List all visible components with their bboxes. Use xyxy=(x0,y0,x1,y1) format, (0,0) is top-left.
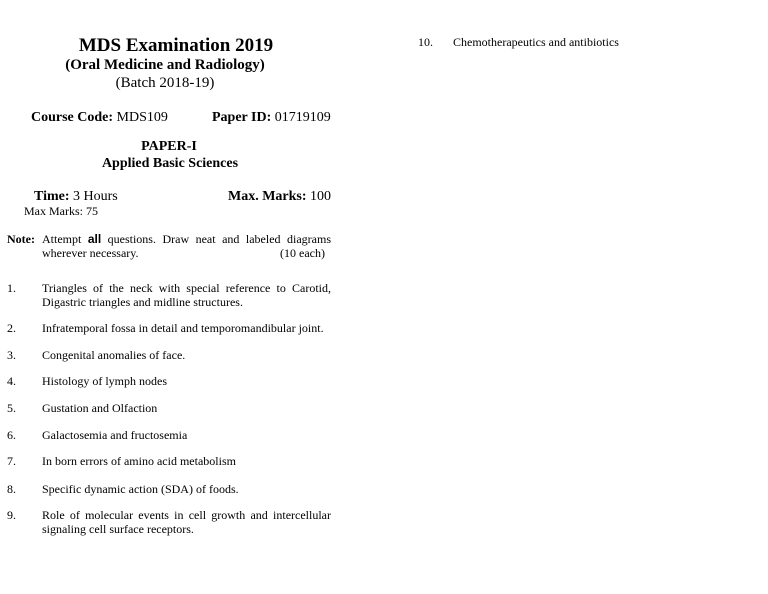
question-text-continued: signaling cell surface receptors. xyxy=(42,521,194,536)
paper-id-label: Paper ID: xyxy=(212,110,272,125)
question-text: Gustation and Olfaction xyxy=(42,401,158,415)
time-value: 3 Hours xyxy=(73,189,118,204)
question-number: 3. xyxy=(7,348,16,362)
max-marks-label: Max. Marks: xyxy=(228,189,307,204)
exam-batch: (Batch 2018-19) xyxy=(115,75,215,91)
time-allowed xyxy=(34,189,118,205)
exam-subtitle: (Oral Medicine and Radiology) xyxy=(65,57,265,73)
course-code xyxy=(31,110,168,126)
note-label: Note: xyxy=(7,232,35,246)
question-4 xyxy=(7,375,331,389)
question-text: Histology of lymph nodes xyxy=(42,374,167,388)
paper-subject: Applied Basic Sciences xyxy=(101,156,239,171)
course-code-value: MDS109 xyxy=(116,110,168,125)
question-text: Triangles of the neck with special reference to Carotid, xyxy=(42,281,331,295)
question-text: In born errors of amino acid metabolism xyxy=(42,454,236,468)
question-7 xyxy=(7,455,331,469)
max-marks-value: 100 xyxy=(310,189,332,204)
question-text: Specific dynamic action (SDA) of foods. xyxy=(42,482,239,496)
note-line-1-b: questions. Draw neat and labeled diagrams xyxy=(101,232,331,246)
question-3 xyxy=(7,349,331,363)
question-9 xyxy=(7,509,331,537)
question-number: 7. xyxy=(7,454,16,468)
note-emphasis: all xyxy=(87,232,102,246)
question-5 xyxy=(7,402,331,416)
question-2 xyxy=(7,322,331,336)
question-text: Infratemporal fossa in detail and temporomandibular joint. xyxy=(42,321,324,335)
exam-title: MDS Examination 2019 xyxy=(78,35,274,56)
question-10-text: Chemotherapeutics and antibiotics xyxy=(453,35,619,49)
question-number: 9. xyxy=(7,508,16,522)
question-number: 5. xyxy=(7,401,16,415)
time-label: Time: xyxy=(34,189,70,204)
paper-id xyxy=(212,110,331,126)
question-number: 4. xyxy=(7,374,16,388)
note-marks: (10 each) xyxy=(280,245,325,260)
question-8 xyxy=(7,483,331,497)
max-marks-secondary: Max Marks: 75 xyxy=(24,204,98,218)
max-marks xyxy=(228,189,331,205)
question-text-continued: Digastric triangles and midline structures. xyxy=(42,294,243,309)
course-code-label: Course Code: xyxy=(31,110,114,125)
question-number: 8. xyxy=(7,482,16,496)
note-line-1-a: Attempt xyxy=(42,232,88,246)
paper-id-value: 01719109 xyxy=(274,110,331,125)
question-text: Congenital anomalies of face. xyxy=(42,348,186,362)
question-number: 2. xyxy=(7,321,16,335)
question-text: Galactosemia and fructosemia xyxy=(42,428,188,442)
question-1 xyxy=(7,282,331,310)
note-line-2: wherever necessary. xyxy=(42,245,139,260)
paper-number: PAPER-I xyxy=(141,139,197,154)
question-number: 6. xyxy=(7,428,16,442)
question-text: Role of molecular events in cell growth and intercellular xyxy=(42,508,331,522)
question-6 xyxy=(7,429,331,443)
question-number: 1. xyxy=(7,281,16,295)
question-10-number: 10. xyxy=(418,35,433,49)
note-line-1 xyxy=(42,233,331,247)
